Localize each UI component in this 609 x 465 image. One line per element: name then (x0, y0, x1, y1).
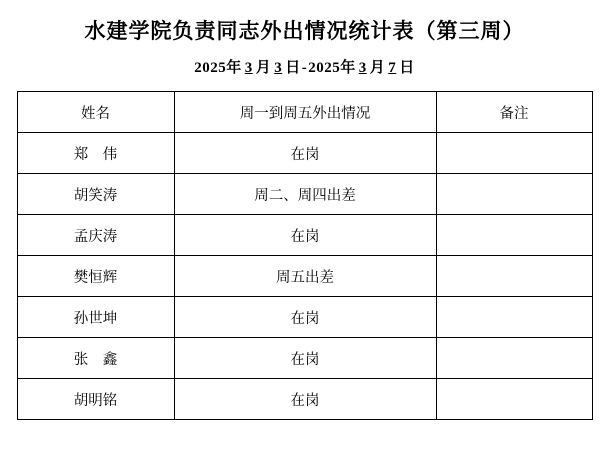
cell-status: 在岗 (174, 215, 436, 256)
cell-name: 胡明铭 (17, 379, 174, 420)
end-day: 7 (388, 60, 397, 77)
year-unit-start: 年 (226, 60, 242, 77)
cell-remark (436, 133, 592, 174)
start-month: 3 (244, 60, 253, 77)
cell-status: 在岗 (174, 297, 436, 338)
column-header-status: 周一到周五外出情况 (174, 92, 436, 133)
cell-name: 孟庆涛 (17, 215, 174, 256)
year-unit-end: 年 (340, 60, 356, 77)
cell-remark (436, 174, 592, 215)
table-row (17, 338, 592, 379)
cell-name: 胡笑涛 (17, 174, 174, 215)
date-dash: - (301, 60, 308, 77)
column-header-name: 姓名 (17, 92, 174, 133)
cell-remark (436, 379, 592, 420)
end-month: 3 (358, 60, 367, 77)
cell-remark (436, 256, 592, 297)
month-unit-end: 月 (369, 60, 386, 77)
document-page (0, 19, 609, 465)
attendance-table (17, 91, 593, 420)
table-row (17, 256, 592, 297)
cell-status: 周五出差 (174, 256, 436, 297)
cell-name: 孙世坤 (17, 297, 174, 338)
table-row (17, 297, 592, 338)
cell-remark (436, 297, 592, 338)
start-year: 2025 (194, 60, 227, 77)
cell-remark (436, 338, 592, 379)
page-title: 水建学院负责同志外出情况统计表（第三周） (84, 19, 525, 43)
cell-status: 在岗 (174, 133, 436, 174)
table-row (17, 215, 592, 256)
date-range-line (0, 56, 609, 77)
day-unit-end: 日 (399, 60, 415, 77)
cell-name: 樊恒辉 (17, 256, 174, 297)
table-row (17, 133, 592, 174)
cell-name: 郑 伟 (17, 133, 174, 174)
cell-remark (436, 215, 592, 256)
cell-status: 在岗 (174, 379, 436, 420)
start-day: 3 (274, 60, 283, 77)
table-row (17, 174, 592, 215)
table-row (17, 379, 592, 420)
end-year: 2025 (308, 60, 341, 77)
column-header-remark: 备注 (436, 92, 592, 133)
cell-status: 周二、周四出差 (174, 174, 436, 215)
day-unit-start: 日 (285, 60, 301, 77)
cell-name: 张 鑫 (17, 338, 174, 379)
cell-status: 在岗 (174, 338, 436, 379)
table-header-row (17, 92, 592, 133)
month-unit-start: 月 (255, 60, 272, 77)
